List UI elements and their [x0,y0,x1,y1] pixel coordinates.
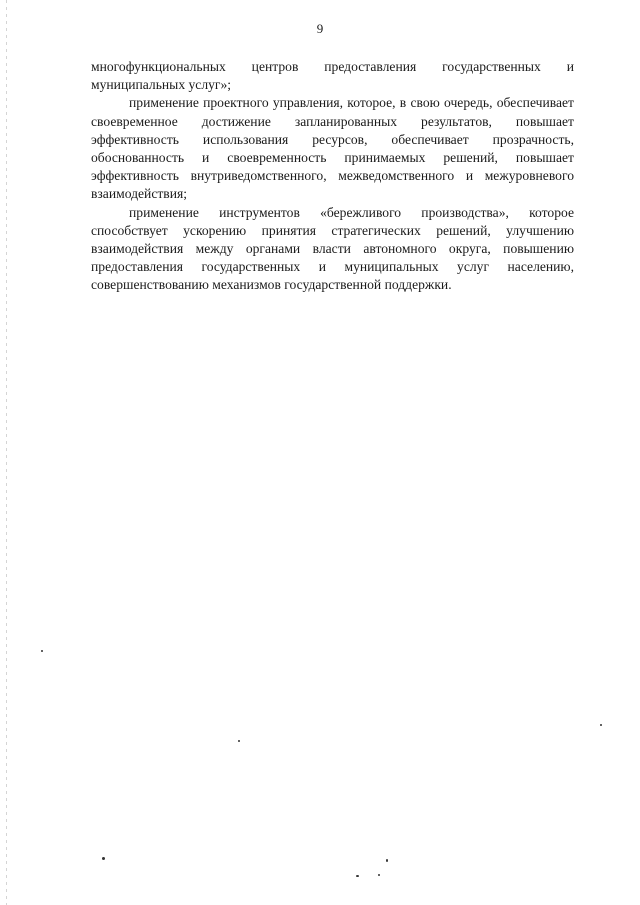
scan-speck [102,857,105,860]
paragraph-project-management: применение проектного управления, которое, в свою очередь, обеспечивает своевременное достижение запланированных результатов, повышает эффективность использования ресурсов, обеспечивает прозрачность, обоснованность и своевременность принимаемых решений, повышает эффективность внутриведомственного, межведомственного и межуровневого взаимодействия; [91,95,574,202]
document-body [91,58,574,295]
scan-speck [600,724,602,726]
scan-speck [41,650,43,652]
paragraph-lean-production: применение инструментов «бережливого производства», которое способствует ускорению принятия стратегических решений, улучшению взаимодействия между органами власти автономного округа, повышению предоставления государственных и муниципальных услуг населению, совершенствованию механизмов государственной поддержки. [91,204,574,293]
scan-speck [356,875,359,877]
paragraph-continuation: многофункциональных центров предоставления государственных и муниципальных услуг»; [91,59,574,93]
scan-speck [378,874,380,876]
scan-edge-artifact [6,0,7,905]
page-number: 9 [316,21,324,36]
scan-speck [386,859,388,862]
scan-speck [238,740,240,742]
